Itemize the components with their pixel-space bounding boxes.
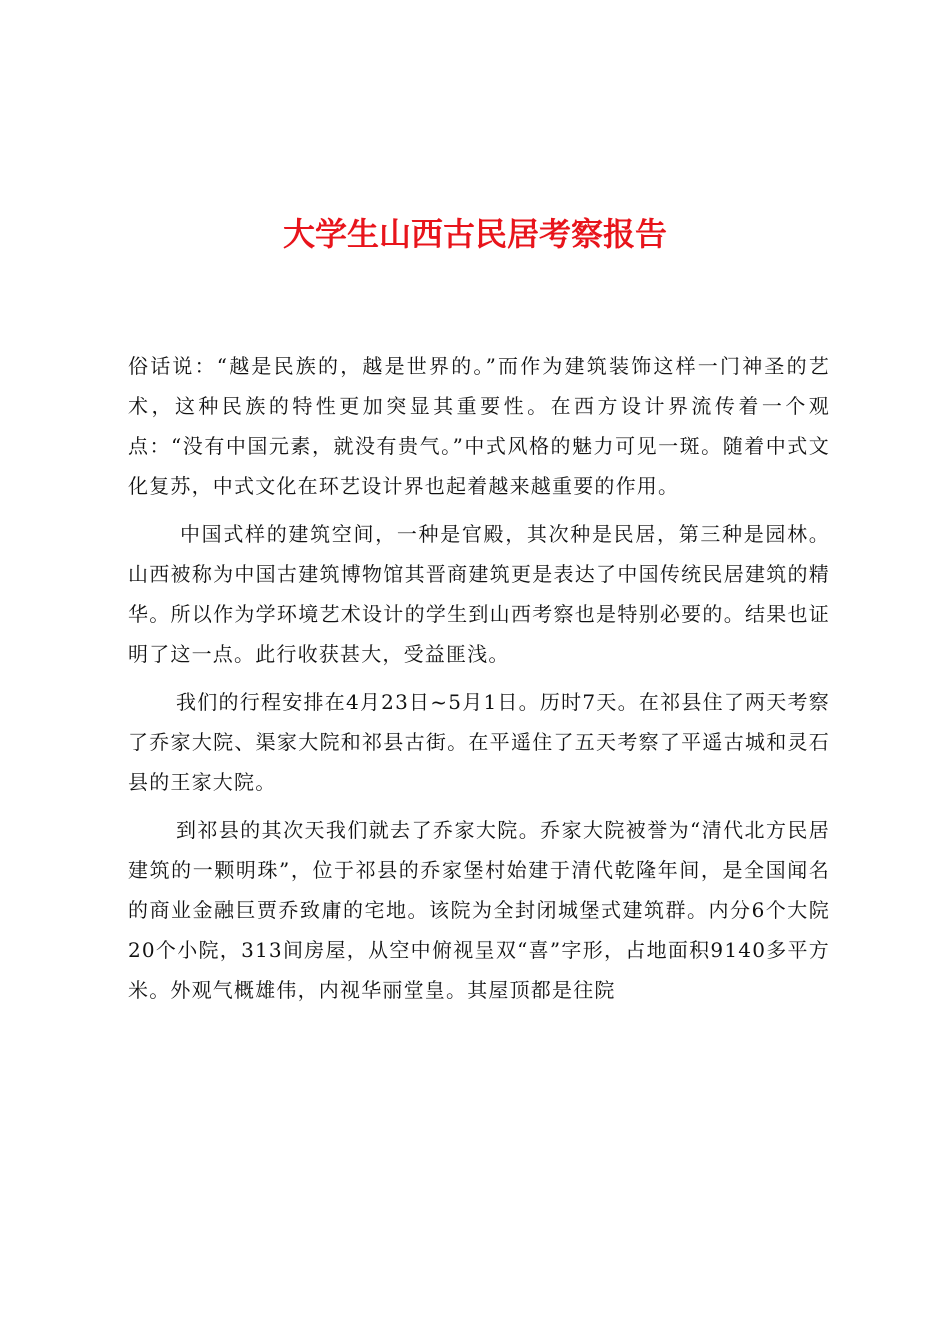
paragraph-itinerary: 我们的行程安排在4月23日~5月1日。历时7天。在祁县住了两天考察了乔家大院、渠家大院和祁县古街。在平遥住了五天考察了平遥古城和灵石县的王家大院。 [128, 690, 830, 794]
document-title: 大学生山西古民居考察报告 [282, 215, 667, 253]
paragraph-intro: 俗话说：“越是民族的，越是世界的。”而作为建筑装饰这样一门神圣的艺术，这种民族的特性更加突显其重要性。在西方设计界流传着一个观点：“没有中国元素，就没有贵气。”中式风格的魅力可见一斑。随着中式文化复苏，中式文化在环艺设计界也起着越来越重要的作用。 [128, 354, 830, 498]
paragraph-qiao-family-compound: 到祁县的其次天我们就去了乔家大院。乔家大院被誉为“清代北方民居建筑的一颗明珠”，位于祁县的乔家堡村始建于清代乾隆年间，是全国闻名的商业金融巨贾乔致庸的宅地。该院为全封闭城堡式建筑群。内分6个大院20个小院，313间房屋，从空中俯视呈双“喜”字形，占地面积9140多平方米。外观气概雄伟，内视华丽堂皇。其屋顶都是往院 [128, 818, 830, 1002]
paragraph-architecture-types: 中国式样的建筑空间，一种是官殿，其次种是民居，第三种是园林。山西被称为中国古建筑博物馆其晋商建筑更是表达了中国传统民居建筑的精华。所以作为学环境艺术设计的学生到山西考察也是特别必要的。结果也证明了这一点。此行收获甚大，受益匪浅。 [128, 522, 830, 666]
document-body [128, 346, 830, 1018]
